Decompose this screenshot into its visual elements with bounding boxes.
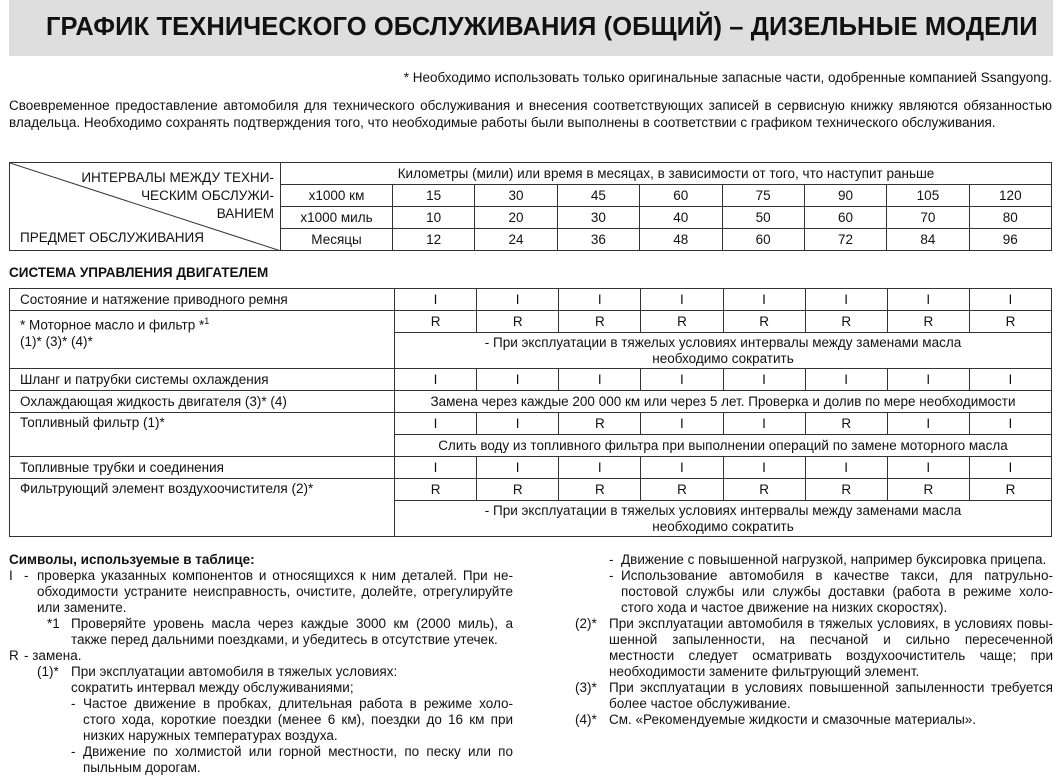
table-row: Охлаждающая жидкость двигателя (3)* (4) Замена через каждые 200 000 км или через 5 лет. Проверка и долив по мере необходимости	[10, 391, 1052, 413]
legend-c1-bullet-2: Движение по холмистой или горной местности, по песку или по пыльным дорогам.	[83, 744, 513, 775]
bullet-dash: -	[609, 568, 614, 583]
interval-row-km: x1000 км 15 30 45 60 75 90 105 120	[10, 185, 1052, 207]
corner-item-label: ПРЕДМЕТ ОБСЛУЖИВАНИЯ	[20, 230, 204, 245]
title-bar	[9, 0, 1053, 56]
corner-intervals-label: ИНТЕРВАЛЫ МЕЖДУ ТЕХНИ- ЧЕСКИМ ОБСЛУЖИ- ВАНИЕМ	[81, 170, 274, 221]
parts-note: * Необходимо использовать только оригинальные запасные части, одобренные компанией Ssangyong.	[403, 70, 1052, 85]
table-row: Топливный фильтр (1)* I I R I I R I I	[10, 413, 1052, 435]
legend-right-bullet-1: Движение с повышенной нагрузкой, например буксировка прицепа.	[621, 552, 1047, 567]
legend-left	[9, 552, 529, 778]
table-row: Фильтрующий элемент воздухоочистителя (2)* R R R R R R R R	[10, 479, 1052, 501]
legend-c2-text: При эксплуатации автомобиля в тяжелых условиях, в условиях повы-шенной запыленности, на песчаной и сильно пересеченной местности следует осматривать воздухоочиститель чаще; при необходимости замените фильтрующий элемент.	[609, 616, 1053, 679]
table-row: Топливные трубки и соединения I I I I I I I I	[10, 457, 1052, 479]
legend-i-dash: -	[24, 568, 29, 583]
page-title: ГРАФИК ТЕХНИЧЕСКОГО ОБСЛУЖИВАНИЯ (ОБЩИЙ) – ДИЗЕЛЬНЫЕ МОДЕЛИ	[46, 13, 1038, 41]
legend-c1-mark: (1)*	[37, 664, 59, 679]
section-title: СИСТЕМА УПРАВЛЕНИЯ ДВИГАТЕЛЕМ	[9, 265, 269, 280]
intro-paragraph: Своевременное предоставление автомобиля для технического обслуживания и внесения соответствующих записей в сервисную книжку являются обязанностью владельца. Необходимо сохранять подтверждения того, что необходимые работы были выполнены в соответствии с графиком технического обслуживания.	[9, 98, 1052, 130]
legend-c3-mark: (3)*	[575, 680, 597, 695]
legend-i-text: проверка указанных компонентов и относящихся к ним деталей. При не-обходимости устраните неисправность, очистите, долейте, отрегулируйте или замените.	[37, 568, 513, 615]
legend-title: Символы, используемые в таблице:	[9, 552, 255, 567]
legend-r-text: - замена.	[24, 648, 82, 663]
legend-c4-text: См. «Рекомендуемые жидкости и смазочные материалы».	[609, 712, 977, 727]
interval-table	[9, 162, 1052, 251]
table-row: Шланг и патрубки системы охлаждения I I I I I I I I	[10, 369, 1052, 391]
legend-c1-line2: сократить интервал между обслуживаниями;	[71, 680, 354, 695]
legend-i-mark: I	[9, 568, 13, 583]
table-row: Слить воду из топливного фильтра при выполнении операций по замене моторного масла	[10, 435, 1052, 457]
oil-item-label: * Моторное масло и фильтр *$^1$ (1)* (3)* (4)*	[10, 311, 395, 369]
legend-c1-bullet-1: Частое движение в пробках, длительная работа в режиме холо-стого хода, короткие поездки (менее 6 км), поездки до 16 км при низких наружных температурах воздуха.	[83, 696, 513, 743]
legend-c1-line1: При эксплуатации автомобиля в тяжелых условиях:	[71, 664, 398, 679]
legend-c3-text: При эксплуатации в условиях повышенной запыленности требуется более частое обслуживание.	[609, 680, 1053, 711]
bullet-dash: -	[71, 744, 76, 759]
legend-c4-mark: (4)*	[575, 712, 597, 727]
table-row: Состояние и натяжение приводного ремня I I I I I I I I	[10, 289, 1052, 311]
bullet-dash: -	[71, 696, 76, 711]
corner-cell	[10, 163, 281, 251]
table-row: - При эксплуатации в тяжелых условиях интервалы между заменами масла необходимо сократить	[10, 501, 1052, 537]
table-row: * Моторное масло и фильтр *$^1$ (1)* (3)* (4)* R R R R R R R R	[10, 311, 1052, 333]
legend-r-mark: R	[9, 648, 19, 663]
table-row: - При эксплуатации в тяжелых условиях интервалы между заменами масла необходимо сократить	[10, 333, 1052, 369]
maintenance-items-table	[9, 288, 1052, 537]
interval-row-miles: x1000 миль 10 20 30 40 50 60 70 80	[10, 207, 1052, 229]
legend-c2-mark: (2)*	[575, 616, 597, 631]
bullet-dash: -	[609, 552, 614, 567]
legend-right-bullet-2: Использование автомобиля в качестве такси, для патрульно-постовой службы или службы доставки (работа в режиме холо-стого хода и частое движение на низких скоростях).	[621, 568, 1053, 615]
legend-right	[575, 552, 1053, 778]
interval-row-months: Месяцы 12 24 36 48 60 72 84 96	[10, 229, 1052, 251]
legend-star1-text: Проверяйте уровень масла через каждые 3000 км (2000 миль), а также перед дальними поездками, и убедитесь в отсутствие утечек.	[71, 616, 513, 647]
interval-header: Километры (мили) или время в месяцах, в зависимости от того, что наступит раньше	[281, 163, 1052, 185]
legend-star1-mark: *1	[47, 616, 60, 631]
